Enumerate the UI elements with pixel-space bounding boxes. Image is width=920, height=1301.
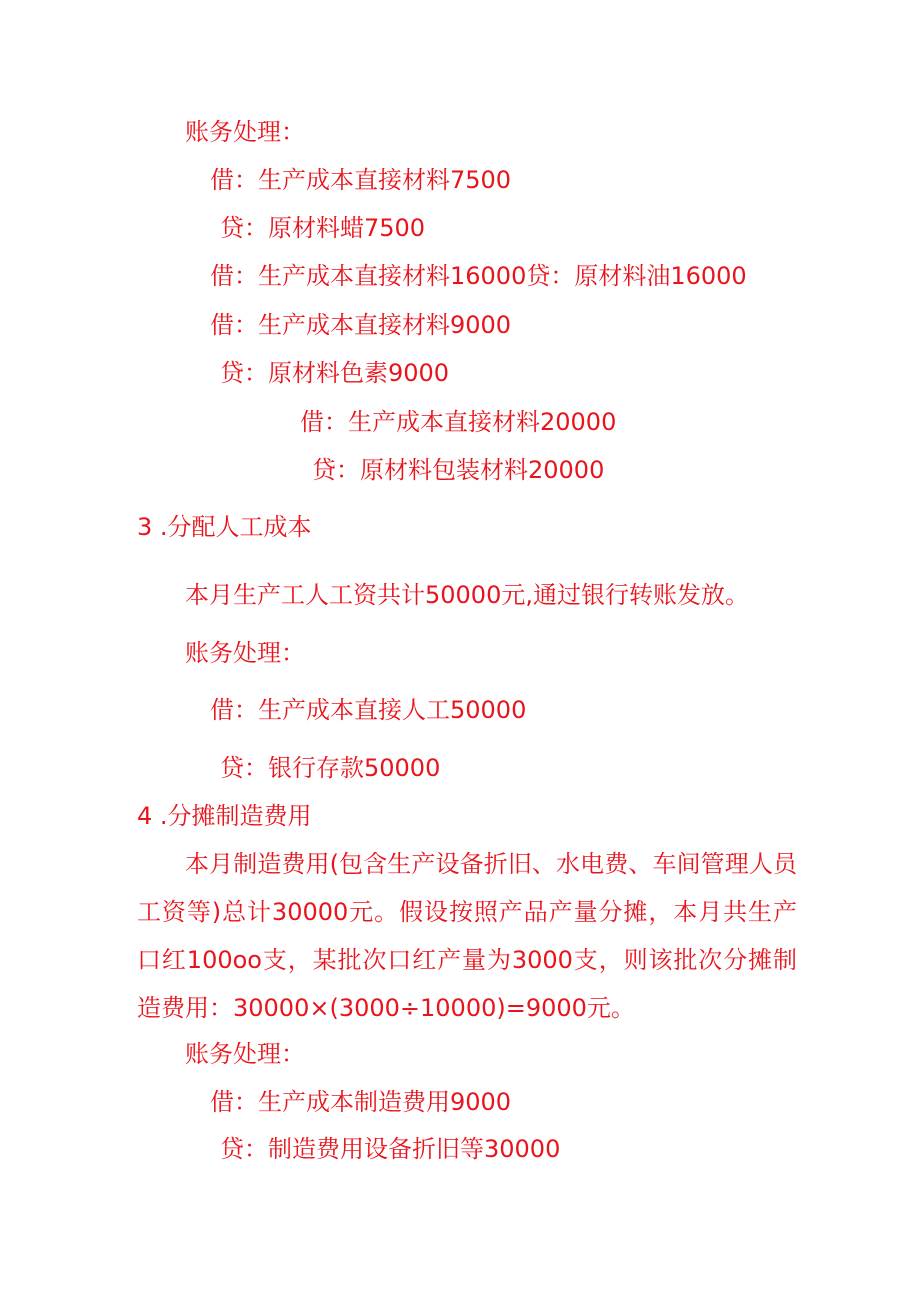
journal-debit-entry: 借：生产成本直接材料7500 — [210, 166, 512, 194]
section-description: 本月制造费用(包含生产设备折旧、水电费、车间管理人员工资等)总计30000元。假设按照产品产量分摊，本月共生产口红100oo支，某批次口红产量为3000支，则该批次分摊制造费用：30000×(3000÷10000)=9000元。 — [137, 850, 797, 1022]
journal-credit-entry: 贷：银行存款50000 — [220, 754, 441, 782]
journal-credit-entry: 贷：制造费用设备折旧等30000 — [220, 1135, 561, 1163]
section-description: 本月生产工人工资共计50000元,通过银行转账发放。 — [185, 581, 749, 609]
journal-heading: 账务处理： — [185, 1040, 305, 1068]
journal-heading: 账务处理： — [185, 639, 305, 667]
journal-debit-entry: 借：生产成本直接人工50000 — [210, 696, 527, 724]
journal-credit-entry: 贷：原材料色素9000 — [220, 359, 450, 387]
journal-heading: 账务处理： — [185, 118, 305, 146]
journal-combined-entry: 借：生产成本直接材料16000贷：原材料油16000 — [210, 262, 747, 290]
section-title: 4 .分摊制造费用 — [137, 802, 312, 830]
journal-debit-entry: 借：生产成本直接材料20000 — [300, 408, 617, 436]
section-title: 3 .分配人工成本 — [137, 513, 312, 541]
journal-debit-entry: 借：生产成本制造费用9000 — [210, 1088, 512, 1116]
journal-debit-entry: 借：生产成本直接材料9000 — [210, 311, 512, 339]
journal-credit-entry: 贷：原材料包装材料20000 — [312, 456, 605, 484]
journal-credit-entry: 贷：原材料蜡7500 — [220, 214, 426, 242]
